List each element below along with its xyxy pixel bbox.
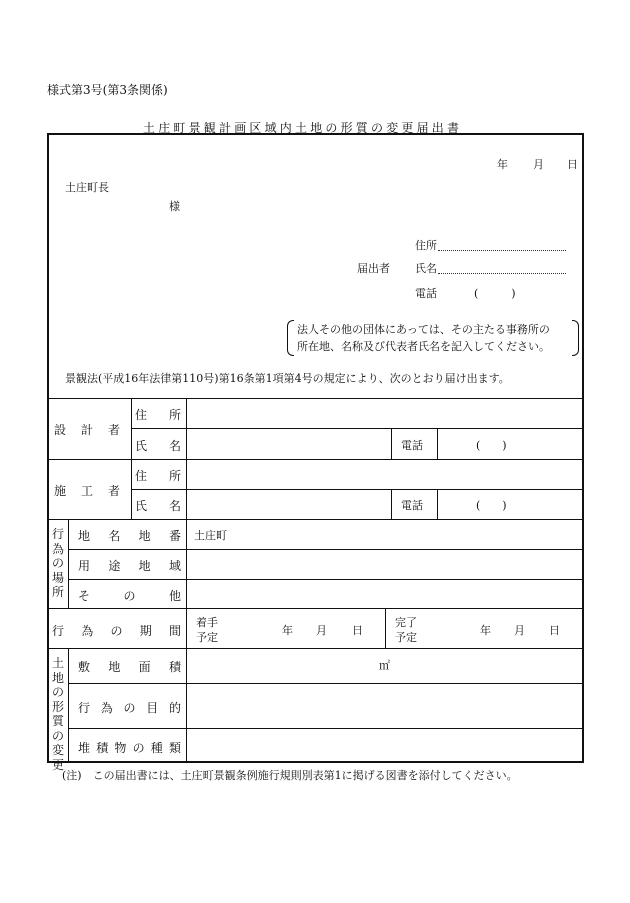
land-area-field[interactable] (188, 650, 373, 682)
divider-contractor-rows (131, 489, 583, 490)
addressee: 土庄町長 (65, 181, 109, 194)
period-label: 行 為 の 期 間 (52, 624, 181, 638)
designer-label: 設 計 者 (54, 423, 120, 437)
notifier-address-label: 住所 (415, 239, 437, 252)
divider-place-2 (68, 579, 583, 580)
period-start-year: 年 (282, 624, 293, 637)
land-change-label: 土地の形質の変更 (51, 656, 64, 772)
col-divider-period (385, 608, 386, 648)
period-end-day: 日 (549, 624, 560, 637)
designer-phone-parens: ( ) (476, 439, 507, 452)
divider-place-end (48, 608, 583, 609)
designer-name-label: 氏 名 (135, 439, 181, 453)
contractor-name-field[interactable] (188, 491, 390, 518)
corp-note-line1: 法人その他の団体にあっては、その主たる事務所の (297, 323, 550, 336)
note-bracket-right (572, 320, 579, 356)
period-start-label-1: 着手 (196, 616, 218, 629)
place-zoning-field[interactable] (188, 551, 582, 578)
place-label: 行為の場所 (51, 527, 64, 599)
land-purpose-label: 行 為 の 目 的 (78, 701, 181, 715)
land-deposit-field[interactable] (188, 730, 582, 761)
footnote: (注) この届出書には、土庄町景観条例施行規則別表第1に掲げる図書を添付してください。 (62, 769, 518, 782)
corp-note-line2: 所在地、名称及び代表者氏名を記入してください。 (297, 340, 550, 353)
declaration-statement: 景観法(平成16年法律第110号)第16条第1項第4号の規定により、次のとおり届け出ます。 (65, 372, 510, 385)
designer-address-field[interactable] (188, 400, 582, 427)
col-divider-sub (131, 398, 132, 519)
form-title: 土庄町景観計画区域内土地の形質の変更届出書 (143, 121, 463, 135)
contractor-address-field[interactable] (188, 461, 582, 488)
col-divider-value (186, 398, 187, 762)
col-divider-phone-2b (437, 489, 438, 519)
col-divider-phone-2a (391, 489, 392, 519)
place-lot-label: 地 名 地 番 (78, 529, 181, 543)
land-area-unit: ㎡ (379, 659, 390, 672)
land-purpose-field[interactable] (188, 685, 582, 727)
period-end-year: 年 (480, 624, 491, 637)
period-end-label-2: 予定 (395, 631, 417, 644)
period-start-month: 月 (316, 624, 327, 637)
divider-land-1 (68, 683, 583, 684)
designer-address-label: 住 所 (135, 408, 181, 422)
place-zoning-label: 用 途 地 域 (78, 559, 181, 573)
contractor-phone-label: 電話 (401, 499, 423, 512)
divider-place-1 (68, 549, 583, 550)
contractor-address-label: 住 所 (135, 469, 181, 483)
notifier-name-label: 氏名 (415, 262, 437, 275)
date-year: 年 (497, 158, 508, 171)
divider-declaration (48, 398, 583, 399)
divider-land-2 (68, 728, 583, 729)
period-end-label-1: 完了 (395, 616, 417, 629)
date-day: 日 (567, 158, 578, 171)
honorific: 様 (169, 200, 180, 213)
contractor-label: 施 工 者 (54, 484, 120, 498)
date-month: 月 (533, 158, 544, 171)
designer-name-field[interactable] (188, 430, 390, 458)
place-other-label: そ の 他 (78, 589, 181, 603)
period-start-label-2: 予定 (196, 631, 218, 644)
divider-designer-rows (131, 428, 583, 429)
period-start-day: 日 (352, 624, 363, 637)
form-number-label: 様式第3号(第3条関係) (47, 83, 168, 97)
col-divider-phone-1a (391, 428, 392, 459)
notifier-phone-label: 電話 (415, 287, 437, 300)
divider-designer-end (48, 459, 583, 460)
land-deposit-label: 堆 積 物 の 種 類 (78, 741, 181, 755)
divider-period-end (48, 648, 583, 649)
col-divider-place (68, 519, 69, 608)
col-divider-phone-1b (437, 428, 438, 459)
place-other-field[interactable] (188, 581, 582, 607)
notifier-name-line[interactable] (438, 273, 566, 274)
notifier-label: 届出者 (357, 262, 390, 275)
notifier-address-line[interactable] (438, 250, 566, 251)
land-area-label: 敷 地 面 積 (78, 660, 181, 674)
divider-contractor-end (48, 519, 583, 520)
contractor-phone-parens: ( ) (476, 499, 507, 512)
contractor-name-label: 氏 名 (135, 499, 181, 513)
col-divider-land (68, 648, 69, 762)
designer-phone-label: 電話 (401, 439, 423, 452)
note-bracket-left (287, 320, 294, 356)
place-lot-value[interactable]: 土庄町 (194, 529, 227, 542)
period-end-month: 月 (514, 624, 525, 637)
notifier-phone-parens: ( ) (474, 287, 516, 300)
